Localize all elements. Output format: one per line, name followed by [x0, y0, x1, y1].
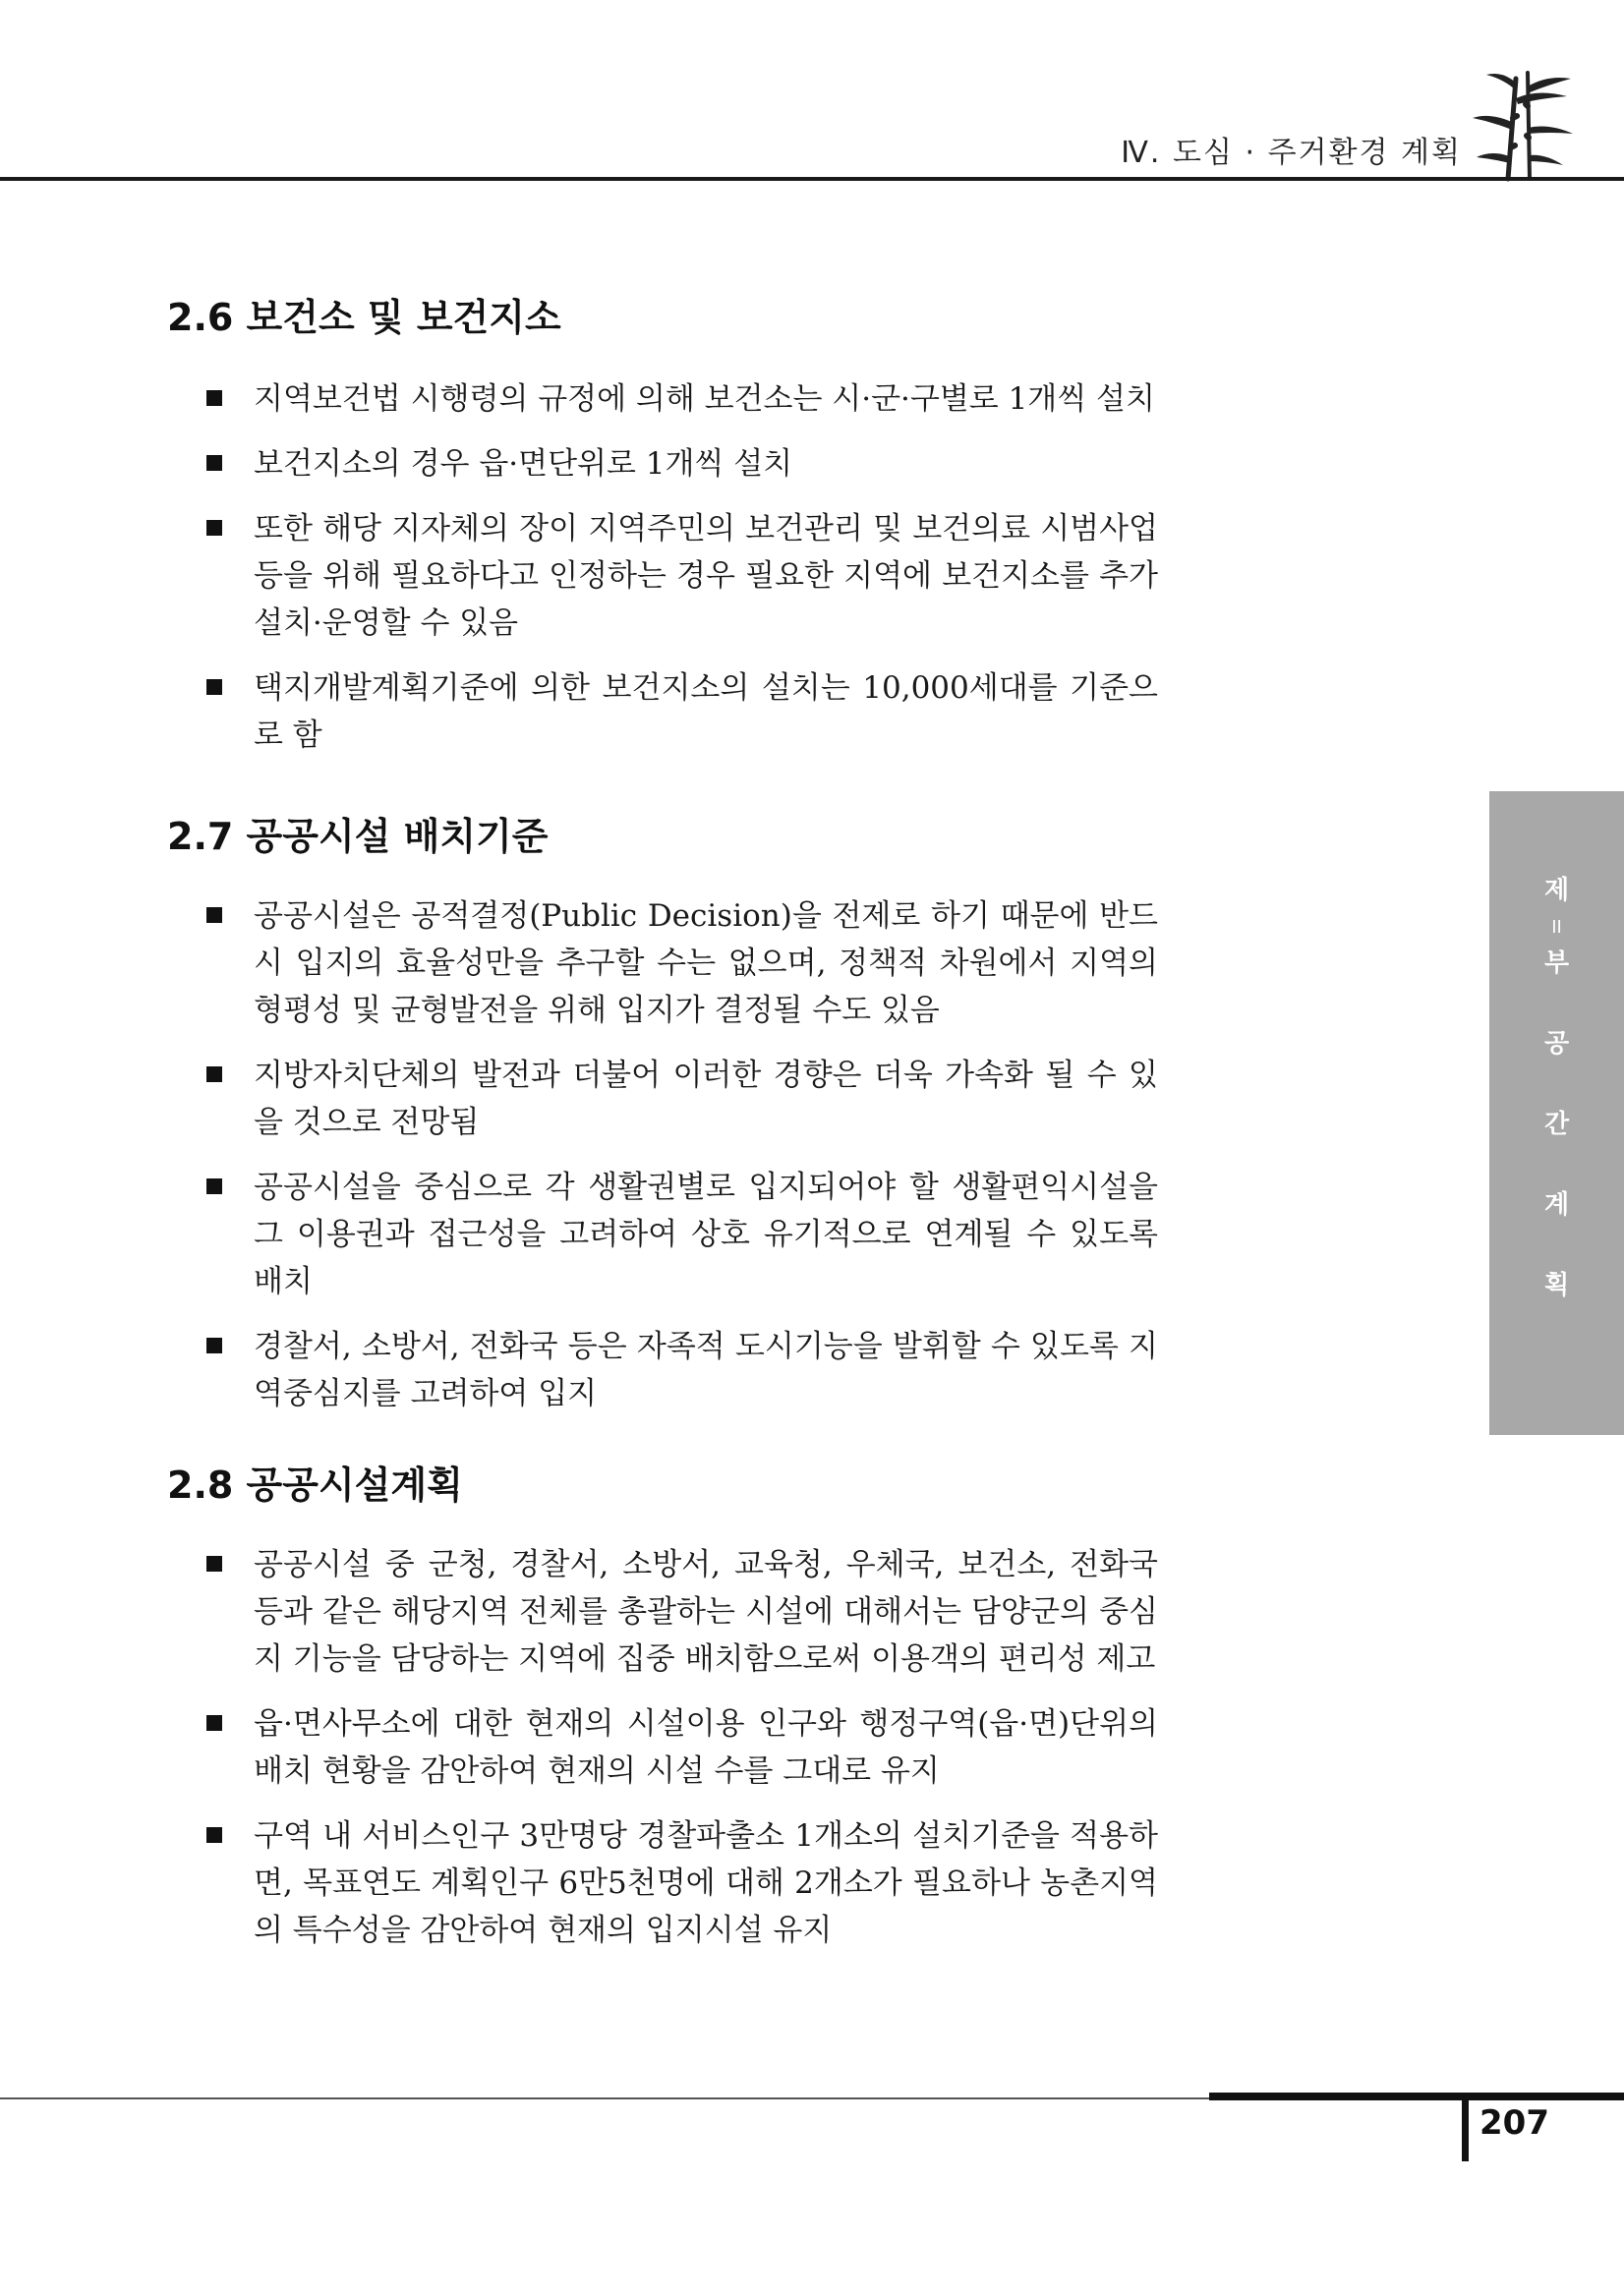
running-header-title: Ⅳ. 도심 · 주거환경 계획 — [1121, 136, 1462, 170]
square-bullet-icon — [206, 520, 222, 536]
list-item: 공공시설 중 군청, 경찰서, 소방서, 교육청, 우체국, 보건소, 전화국 등과 같은 해당지역 전체를 총괄하는 시설에 대해서는 담양군의 중심지 기능을 담당하는 지역에 집중 배치함으로써 이용객의 편리성 제고 — [254, 1541, 1158, 1683]
list-item: 지역보건법 시행령의 규정에 의해 보건소는 시·군·구별로 1개씩 설치 — [254, 375, 1158, 423]
square-bullet-icon — [206, 1556, 222, 1572]
footer-rule-accent — [1209, 2093, 1624, 2100]
bullet-list-2-6 — [254, 375, 1158, 776]
side-tab-char: 부 — [1543, 948, 1570, 978]
list-item: 경찰서, 소방서, 전화국 등은 자족적 도시기능을 발휘할 수 있도록 지역중심지를 고려하여 입지 — [254, 1323, 1158, 1417]
square-bullet-icon — [206, 1338, 222, 1353]
side-tab-char: II — [1551, 917, 1562, 938]
bullet-list-2-7 — [254, 892, 1158, 1435]
list-item: 읍·면사무소에 대한 현재의 시설이용 인구와 행정구역(읍·면)단위의 배치 현황을 감안하여 현재의 시설 수를 그대로 유지 — [254, 1700, 1158, 1795]
list-item: 공공시설을 중심으로 각 생활권별로 입지되어야 할 생활편익시설을 그 이용권과 접근성을 고려하여 상호 유기적으로 연계될 수 있도록 배치 — [254, 1164, 1158, 1305]
side-tab-char: 간 — [1543, 1110, 1570, 1139]
square-bullet-icon — [206, 1178, 222, 1194]
side-tab-char: 획 — [1543, 1271, 1570, 1300]
list-item: 공공시설은 공적결정(Public Decision)을 전제로 하기 때문에 반드시 입지의 효율성만을 추구할 수는 없으며, 정책적 차원에서 지역의 형평성 및 균형발전을 위해 입지가 결정될 수도 있음 — [254, 892, 1158, 1034]
list-item: 보건지소의 경우 읍·면단위로 1개씩 설치 — [254, 440, 1158, 488]
list-item: 지방자치단체의 발전과 더불어 이러한 경향은 더욱 가속화 될 수 있을 것으로 전망됨 — [254, 1052, 1158, 1146]
side-tab-char: 제 — [1543, 876, 1570, 905]
chapter-side-tab — [1489, 791, 1624, 1435]
square-bullet-icon — [206, 907, 222, 923]
section-heading-2-6: 2.6 보건소 및 보건지소 — [167, 296, 561, 339]
side-tab-char: 공 — [1543, 1029, 1570, 1059]
square-bullet-icon — [206, 1715, 222, 1731]
page-number: 207 — [1479, 2103, 1549, 2143]
square-bullet-icon — [206, 455, 222, 471]
section-heading-2-8: 2.8 공공시설계획 — [167, 1464, 463, 1507]
square-bullet-icon — [206, 390, 222, 406]
square-bullet-icon — [206, 1827, 222, 1843]
list-item: 또한 해당 지자체의 장이 지역주민의 보건관리 및 보건의료 시범사업 등을 위해 필요하다고 인정하는 경우 필요한 지역에 보건지소를 추가 설치·운영할 수 있음 — [254, 505, 1158, 647]
header-rule — [0, 177, 1624, 181]
square-bullet-icon — [206, 1066, 222, 1082]
footer-rule — [0, 2097, 1209, 2099]
list-item: 구역 내 서비스인구 3만명당 경찰파출소 1개소의 설치기준을 적용하면, 목표연도 계획인구 6만5천명에 대해 2개소가 필요하나 농촌지역의 특수성을 감안하여 현재의 입지시설 유지 — [254, 1812, 1158, 1954]
bamboo-icon — [1469, 69, 1577, 182]
side-tab-char: 계 — [1543, 1190, 1570, 1220]
page-number-bar — [1462, 2096, 1469, 2161]
square-bullet-icon — [206, 679, 222, 695]
list-item: 택지개발계획기준에 의한 보건지소의 설치는 10,000세대를 기준으로 함 — [254, 664, 1158, 759]
section-heading-2-7: 2.7 공공시설 배치기준 — [167, 815, 549, 858]
bullet-list-2-8 — [254, 1541, 1158, 1972]
